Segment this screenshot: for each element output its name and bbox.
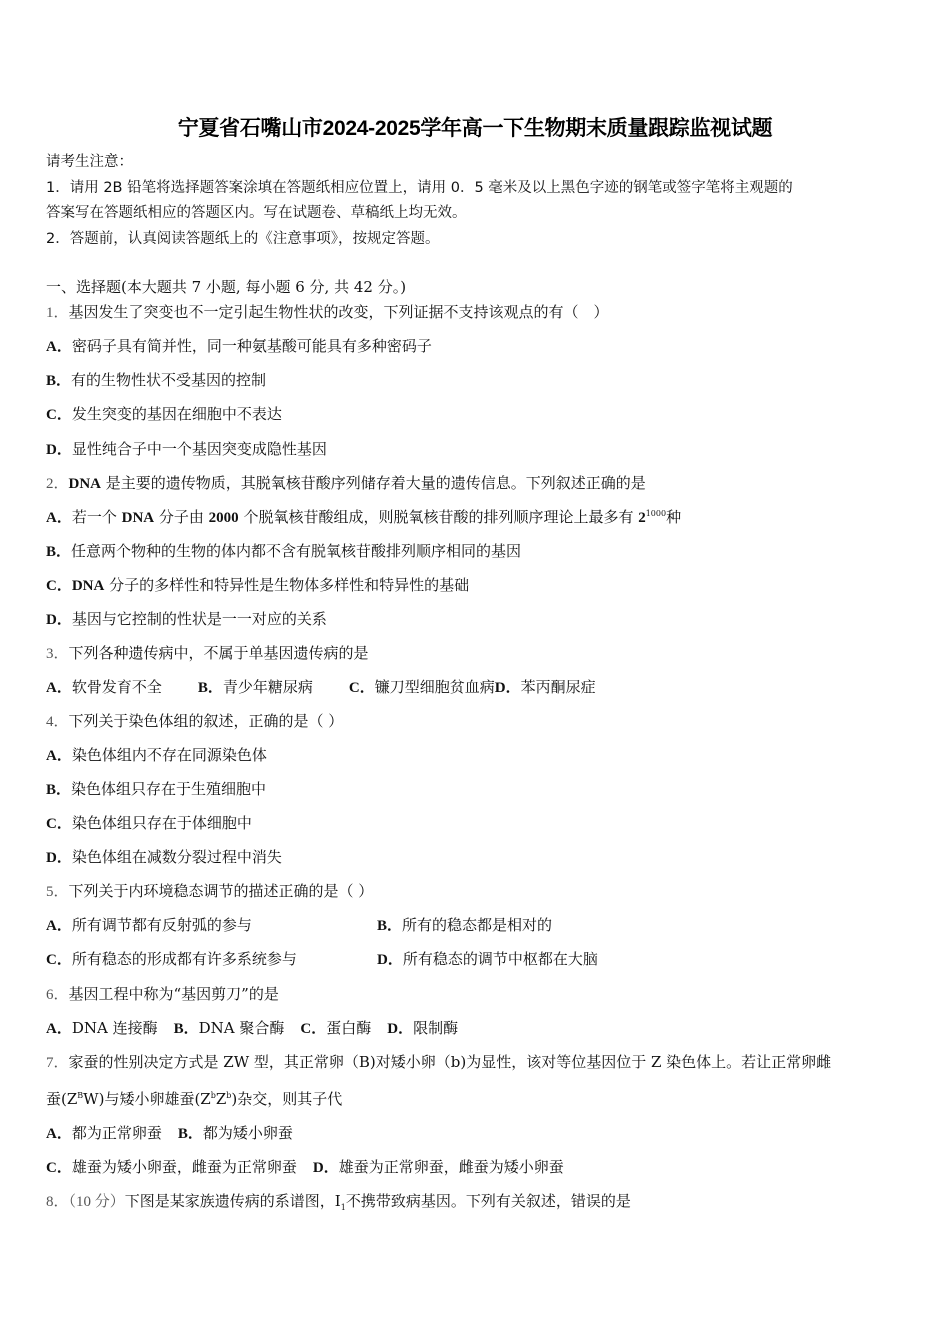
question-number: 5． — [46, 884, 69, 900]
question-number: 4． — [46, 714, 69, 730]
option-1c: C．发生突变的基因在细胞中不表达 — [46, 405, 282, 423]
question-number: 2． — [46, 476, 69, 492]
option-1b: B．有的生物性状不受基因的控制 — [46, 371, 267, 389]
option-4d: D．染色体组在减数分裂过程中消失 — [46, 848, 282, 866]
options-3: A．软骨发育不全 B．青少年糖尿病 C．镰刀型细胞贫血病D．苯丙酮尿症 — [46, 678, 596, 696]
options-7-row-1: A．都为正常卵蚕 B．都为矮小卵蚕 — [46, 1124, 293, 1142]
question-6 — [46, 983, 279, 1004]
question-7 — [46, 1051, 831, 1072]
option-1a: A．密码子具有简并性，同一种氨基酸可能具有多种密码子 — [46, 337, 432, 355]
options-7-row-2: C．雄蚕为矮小卵蚕，雌蚕为正常卵蚕 D．雄蚕为正常卵蚕，雌蚕为矮小卵蚕 — [46, 1158, 564, 1176]
question-stem: 下列各种遗传病中，不属于单基因遗传病的是 — [68, 644, 369, 662]
question-number: 3． — [46, 646, 69, 662]
notice-item-1-line-1: 1．请用 2B 铅笔将选择题答案涂填在答题纸相应位置上，请用 0．5 毫米及以上黑色字迹的钢笔或签字笔将主观题的 — [46, 180, 793, 196]
option-4a: A．染色体组内不存在同源染色体 — [46, 746, 267, 764]
options-6: A．DNA 连接酶 B．DNA 聚合酶 C．蛋白酶 D．限制酶 — [46, 1019, 459, 1037]
question-stem-line-1: 家蚕的性别决定方式是 ZW 型，其正常卵（B)对矮小卵（b)为显性，该对等位基因位于 Z 染色体上。若让正常卵雌 — [68, 1053, 832, 1071]
option-4c: C．染色体组只存在于体细胞中 — [46, 814, 252, 832]
option-4b: B．染色体组只存在于生殖细胞中 — [46, 780, 267, 798]
question-3 — [46, 642, 369, 663]
question-score: （10 分） — [68, 1194, 125, 1210]
question-5 — [46, 880, 373, 901]
question-stem: 基因发生了突变也不一定引起生物性状的改变，下列证据不支持该观点的有（ ） — [68, 303, 609, 321]
exam-title: 宁夏省石嘴山市2024-2025学年高一下生物期末质量跟踪监视试题 — [177, 117, 773, 140]
question-number: 8． — [46, 1194, 69, 1210]
question-number: 6． — [46, 987, 69, 1003]
question-8: 8．（10 分）下图是某家族遗传病的系谱图，$Ⅰ_1$不携带致病基因。下列有关叙述，错误的是 — [46, 1192, 631, 1212]
options-5-row-2: C．所有稳态的形成都有许多系统参与 D．所有稳态的调节中枢都在大脑 — [46, 950, 598, 968]
question-stem: 下列关于内环境稳态调节的描述正确的是（ ） — [68, 882, 374, 900]
option-2a: A．若一个 DNA 分子由 2000 个脱氧核苷酸组成，则脱氧核苷酸的排列顺序理论上最多有 $2^{1000}$种 — [46, 508, 682, 526]
question-stem: 是主要的遗传物质，其脱氧核苷酸序列储存着大量的遗传信息。下列叙述正确的是 — [101, 474, 646, 492]
question-stem: 基因工程中称为“基因剪刀”的是 — [68, 985, 279, 1003]
question-2: 2．DNA 是主要的遗传物质，其脱氧核苷酸序列储存着大量的遗传信息。下列叙述正确的是 — [46, 474, 646, 492]
option-2b: B．任意两个物种的生物的体内都不含有脱氧核苷酸排列顺序相同的基因 — [46, 542, 522, 560]
notice-heading: 请考生注意： — [46, 154, 133, 170]
question-number: 7． — [46, 1055, 69, 1071]
option-2c: C．DNA 分子的多样性和特异性是生物体多样性和特异性的基础 — [46, 576, 470, 594]
notice-item-2: 2．答题前，认真阅读答题纸上的《注意事项》，按规定答题。 — [46, 231, 440, 247]
question-4 — [46, 710, 343, 731]
question-7-line-2: 蚕$(Z^BW)$与矮小卵雄蚕$(Z^bZ^b)$杂交，则其子代 — [46, 1090, 343, 1108]
option-2d: D．基因与它控制的性状是一一对应的关系 — [46, 610, 327, 628]
option-1d: D．显性纯合子中一个基因突变成隐性基因 — [46, 440, 327, 458]
options-5-row-1: A．所有调节都有反射弧的参与 B．所有的稳态都是相对的 — [46, 916, 553, 934]
question-stem: 下列关于染色体组的叙述，正确的是（ ） — [68, 712, 344, 730]
question-number: 1． — [46, 305, 69, 321]
notice-item-1-line-2: 答案写在答题纸相应的答题区内。写在试题卷、草稿纸上均无效。 — [46, 205, 467, 221]
question-1 — [46, 301, 609, 322]
section-heading: 一、选择题(本大题共 7 小题, 每小题 6 分, 共 42 分。) — [46, 278, 407, 296]
